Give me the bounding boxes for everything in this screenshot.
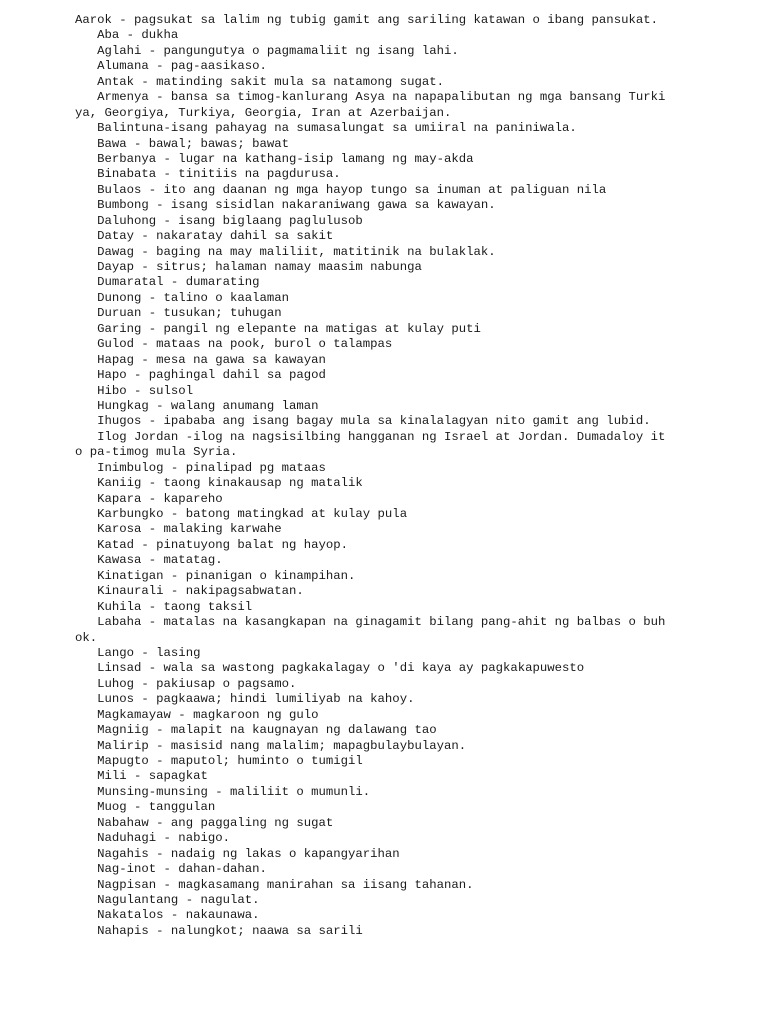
- glossary-line: Dumaratal - dumarating: [75, 275, 260, 290]
- glossary-line: o pa-timog mula Syria.: [75, 445, 238, 460]
- glossary-line: Nabahaw - ang paggaling ng sugat: [75, 815, 334, 830]
- glossary-line: Berbanya - lugar na kathang-isip lamang ng may-akda: [75, 151, 474, 166]
- glossary-line: Muog - tanggulan: [75, 800, 216, 815]
- glossary-line: Labaha - matalas na kasangkapan na ginagamit bilang pang-ahit ng balbas o buh: [75, 615, 666, 630]
- glossary-line: Malirip - masisid nang malalim; mapagbulaybulayan.: [75, 738, 467, 753]
- glossary-line: Magniig - malapit na kaugnayan ng dalawang tao: [75, 723, 437, 738]
- glossary-line: Nahapis - nalungkot; naawa sa sarili: [75, 923, 363, 938]
- glossary-line: Kinatigan - pinanigan o kinampihan.: [75, 568, 356, 583]
- glossary-line: Aba - dukha: [75, 28, 179, 43]
- glossary-line: Munsing-munsing - maliliit o mumunli.: [75, 784, 371, 799]
- glossary-line: Kawasa - matatag.: [75, 553, 223, 568]
- glossary-line: Bumbong - isang sisidlan nakaraniwang gawa sa kawayan.: [75, 198, 496, 213]
- glossary-line: Aarok - pagsukat sa lalim ng tubig gamit ang sariling katawan o ibang pansukat.: [75, 13, 658, 27]
- glossary-line: Lango - lasing: [75, 645, 201, 660]
- glossary-line: Mapugto - maputol; huminto o tumigil: [75, 754, 363, 768]
- glossary-line: Kinaurali - nakipagsabwatan.: [75, 584, 304, 599]
- glossary-line: Karbungko - batong matingkad at kulay pula: [75, 507, 408, 521]
- glossary-line: Mili - sapagkat: [75, 769, 208, 784]
- glossary-line: Magkamayaw - magkaroon ng gulo: [75, 707, 319, 722]
- glossary-line: Duruan - tusukan; tuhugan: [75, 306, 282, 321]
- glossary-line: Nag-inot - dahan-dahan.: [75, 862, 267, 877]
- glossary-line: Bawa - bawal; bawas; bawat: [75, 136, 290, 151]
- glossary-line: Gulod - mataas na pook, burol o talampas: [75, 337, 393, 352]
- glossary-line: Garing - pangil ng elepante na matigas at kulay puti: [75, 321, 481, 336]
- glossary-line: Kaniig - taong kinakausap ng matalik: [75, 476, 363, 491]
- glossary-line: Nagahis - nadaig ng lakas o kapangyarihan: [75, 846, 400, 861]
- glossary-line: Katad - pinatuyong balat ng hayop.: [75, 537, 349, 552]
- glossary-line: Alumana - pag-aasikaso.: [75, 59, 267, 74]
- glossary-line: Hapo - paghingal dahil sa pagod: [75, 368, 326, 383]
- glossary-line: Balintuna-isang pahayag na sumasalungat sa umiiral na paniniwala.: [75, 121, 577, 136]
- glossary-line: Nagulantang - nagulat.: [75, 892, 260, 907]
- glossary-line: Nakatalos - nakaunawa.: [75, 908, 260, 923]
- glossary-line: Armenya - bansa sa timog-kanlurang Asya na napapalibutan ng mga bansang Turki: [75, 90, 666, 105]
- glossary-line: Nagpisan - magkasamang manirahan sa iisang tahanan.: [75, 877, 474, 892]
- glossary-line: ok.: [75, 630, 98, 645]
- glossary-line: Binabata - tinitiis na pagdurusa.: [75, 167, 341, 182]
- glossary-line: Hungkag - walang anumang laman: [75, 398, 319, 413]
- glossary-line: Karosa - malaking karwahe: [75, 522, 282, 537]
- glossary-line: Naduhagi - nabigo.: [75, 831, 230, 846]
- glossary-line: Dunong - talino o kaalaman: [75, 290, 290, 305]
- glossary-line: Inimbulog - pinalipad pg mataas: [75, 460, 326, 475]
- glossary-line: Datay - nakaratay dahil sa sakit: [75, 229, 334, 244]
- glossary-line: Kapara - kapareho: [75, 491, 223, 506]
- glossary-line: Bulaos - ito ang daanan ng mga hayop tungo sa inuman at paliguan nila: [75, 182, 607, 197]
- glossary-line: Ilog Jordan -ilog na nagsisilbing hangganan ng Israel at Jordan. Dumadaloy it: [75, 429, 666, 444]
- glossary-line: Daluhong - isang biglaang paglulusob: [75, 213, 363, 228]
- glossary-line: ya, Georgiya, Turkiya, Georgia, Iran at Azerbaijan.: [75, 105, 452, 120]
- glossary-line: Linsad - wala sa wastong pagkakalagay o 'di kaya ay pagkakapuwesto: [75, 661, 585, 676]
- glossary-line: Lunos - pagkaawa; hindi lumiliyab na kahoy.: [75, 692, 415, 707]
- glossary-line: Kuhila - taong taksil: [75, 599, 253, 614]
- glossary-line: Ihugos - ipababa ang isang bagay mula sa kinalalagyan nito gamit ang lubid.: [75, 414, 651, 429]
- glossary-line: Hapag - mesa na gawa sa kawayan: [75, 352, 326, 367]
- glossary-line: Hibo - sulsol: [75, 383, 194, 398]
- glossary-line: Antak - matinding sakit mula sa natamong sugat.: [75, 74, 444, 89]
- glossary-line: Dawag - baging na may maliliit, matitinik na bulaklak.: [75, 244, 496, 259]
- glossary-line: Dayap - sitrus; halaman namay maasim nabunga: [75, 260, 422, 274]
- glossary-line: Aglahi - pangungutya o pagmamaliit ng isang lahi.: [75, 43, 459, 58]
- glossary-line: Luhog - pakiusap o pagsamo.: [75, 676, 297, 691]
- glossary-text: [75, 13, 675, 939]
